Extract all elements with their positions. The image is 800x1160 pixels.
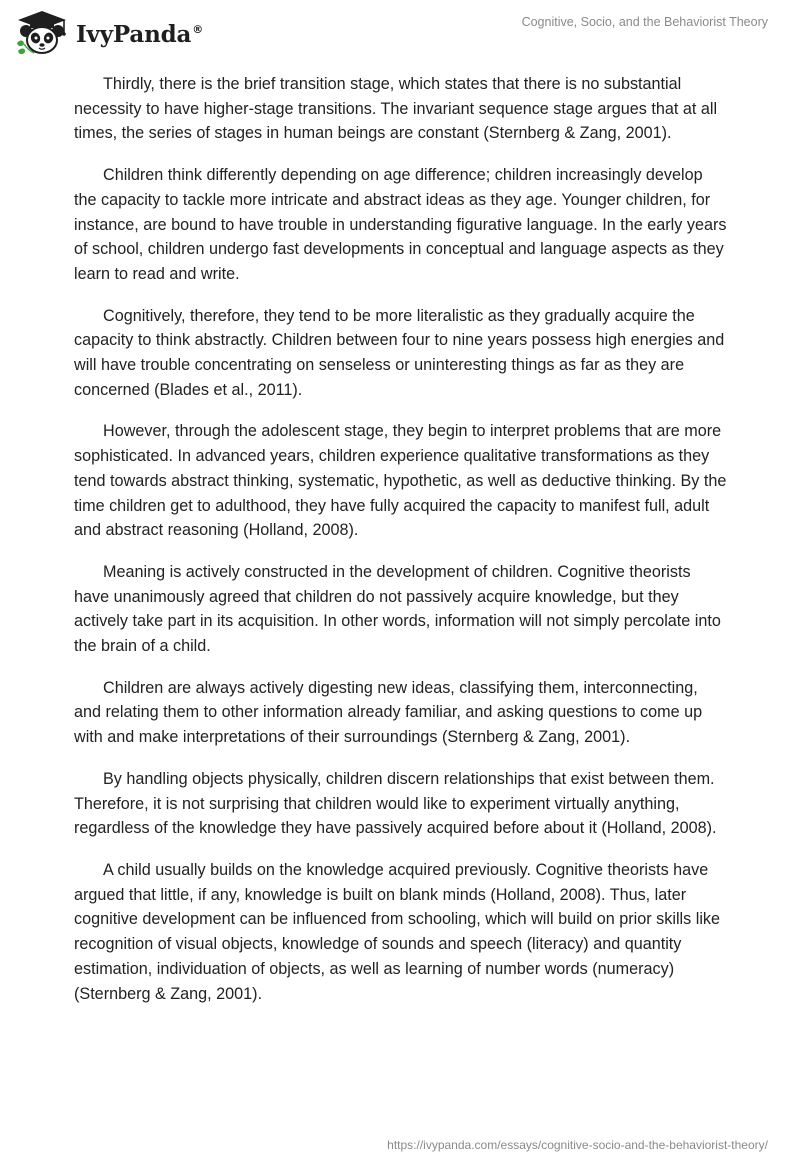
- paragraph: A child usually builds on the knowledge acquired previously. Cognitive theorists have argued that little, if any, knowledge is built on blank minds (Holland, 2008). Thus, later cognitive development can be influenced from schooling, which will build on prior skills like recognition of visual objects, knowledge of sounds and speech (literacy) and quantity estimation, individuation of objects, as well as learning of number words (numeracy) (Sternberg & Zang, 2001).: [74, 860, 721, 1003]
- paragraph: However, through the adolescent stage, they begin to interpret problems that are more sophisticated. In advanced years, children experience qualitative transformations as they tend towards abstract thinking, systematic, hypothetic, as well as deductive thinking. By the time children get to adulthood, they have fully acquired the capacity to manifest full, adult and abstract reasoning (Holland, 2008).: [74, 422, 727, 540]
- document-title: Cognitive, Socio, and the Behaviorist Theory: [521, 15, 768, 29]
- paragraph: Cognitively, therefore, they tend to be more literalistic as they gradually acquire the capacity to think abstractly. Children between four to nine years possess high energies and will have trouble concentrating on senseless or uninteresting things as far as they are concerned (Blades et al., 2011).: [74, 306, 725, 399]
- essay-body: [74, 72, 728, 1023]
- page-header: [0, 0, 800, 64]
- panda-graduation-cap-icon: [14, 9, 70, 57]
- ivypanda-logo[interactable]: [14, 9, 203, 57]
- paragraph: Meaning is actively constructed in the development of children. Cognitive theorists have unanimously agreed that children do not passively acquire knowledge, but they actively take part in its acquisition. In other words, information will not simply percolate into the brain of a child.: [74, 562, 721, 656]
- paragraph: Children are always actively digesting new ideas, classifying them, interconnecting, and relating them to other information already familiar, and asking questions to come up with and make interpretations of their surroundings (Sternberg & Zang, 2001).: [74, 678, 703, 747]
- paragraph: By handling objects physically, children discern relationships that exist between them. Therefore, it is not surprising that children would like to experiment virtually anything, regardless of the knowledge they have passively acquired before about it (Holland, 2008).: [74, 769, 717, 838]
- source-url-link[interactable]: https://ivypanda.com/essays/cognitive-socio-and-the-behaviorist-theory/: [387, 1138, 768, 1152]
- paragraph: Thirdly, there is the brief transition stage, which states that there is no substantial necessity to have higher-stage transitions. The invariant sequence stage argues that at all times, the series of stages in human beings are constant (Sternberg & Zang, 2001).: [74, 75, 718, 143]
- paragraph: Children think differently depending on age difference; children increasingly develop the capacity to tackle more intricate and abstract ideas as they age. Younger children, for instance, are bound to have trouble in understanding figurative language. In the early years of school, children undergo fast developments in conceptual and language aspects as they learn to read and write.: [74, 166, 727, 283]
- brand-name: IvyPanda®: [76, 20, 203, 48]
